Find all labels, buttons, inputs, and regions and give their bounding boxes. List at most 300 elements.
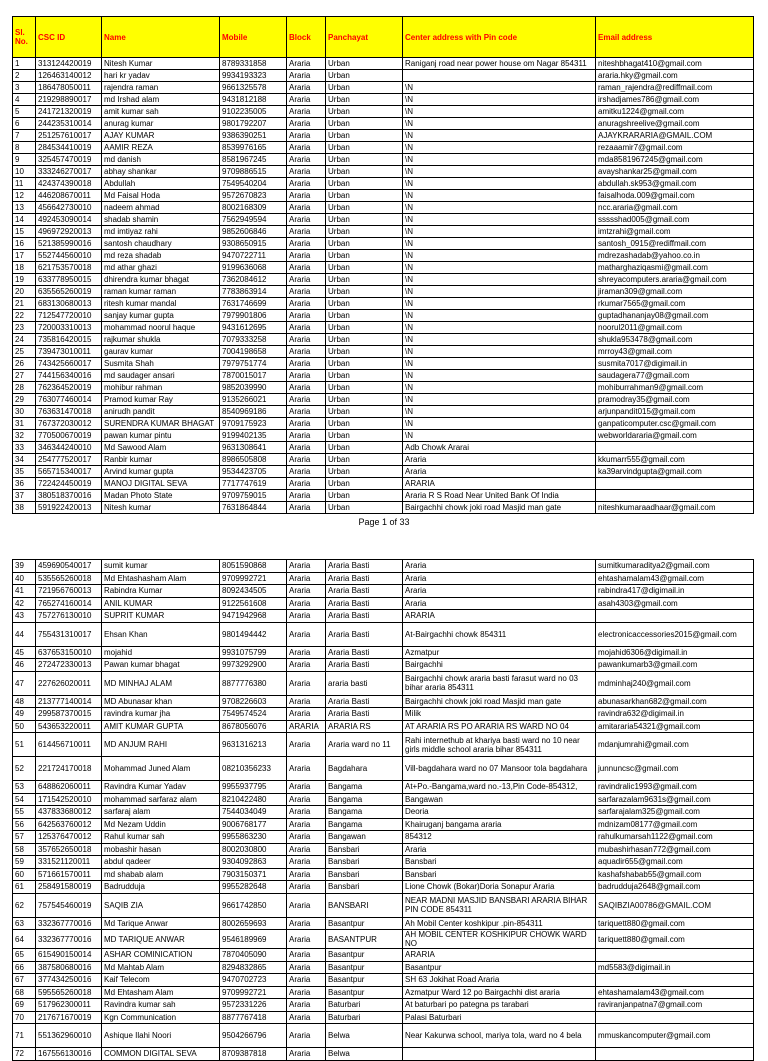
cell-block: Araria bbox=[287, 262, 326, 274]
cell-name: Ravindra Kumar Yadav bbox=[102, 781, 220, 794]
cell-csc-id: 244235310014 bbox=[36, 118, 102, 130]
cell-panchayat: Urban bbox=[326, 466, 403, 478]
cell-mobile: 7783863914 bbox=[220, 286, 287, 298]
cell-name: Abdullah bbox=[102, 178, 220, 190]
cell-panchayat: Urban bbox=[326, 250, 403, 262]
cell-center-address: Rahi internethub at khariya basti ward no 10 near girls middle school araria bihar 854311 bbox=[403, 733, 596, 757]
cell-email: mrroy43@gmail.com bbox=[596, 346, 754, 358]
cell-mobile: 8092434505 bbox=[220, 585, 287, 598]
cell-mobile: 7079333258 bbox=[220, 334, 287, 346]
cell-csc-id: 125376470012 bbox=[36, 831, 102, 844]
cell-mobile: 9431612695 bbox=[220, 322, 287, 334]
cell-mobile: 9931075799 bbox=[220, 646, 287, 659]
cell-panchayat: Urban bbox=[326, 322, 403, 334]
cell-mobile: 9470702723 bbox=[220, 974, 287, 987]
cell-sl-no: 29 bbox=[13, 394, 36, 406]
cell-sl-no: 49 bbox=[13, 708, 36, 721]
table-row bbox=[13, 70, 754, 82]
cell-block: Araria bbox=[287, 322, 326, 334]
cell-panchayat: Araria Basti bbox=[326, 572, 403, 585]
cell-block: Araria bbox=[287, 286, 326, 298]
table-row bbox=[13, 856, 754, 869]
cell-email: mdrezashadab@yahoo.co.in bbox=[596, 250, 754, 262]
cell-block: Araria bbox=[287, 818, 326, 831]
cell-csc-id: 591922420013 bbox=[36, 502, 102, 514]
cell-name: mohammad sarfaraz alam bbox=[102, 793, 220, 806]
cell-center-address: Vill-bagdahara ward no 07 Mansoor tola bagdahara bbox=[403, 757, 596, 781]
cell-name: Susmita Shah bbox=[102, 358, 220, 370]
cell-center-address: Bairgachhi chowk joki road Masjid man gate bbox=[403, 502, 596, 514]
cell-sl-no: 2 bbox=[13, 70, 36, 82]
cell-csc-id: 635565260019 bbox=[36, 286, 102, 298]
cell-center-address: Palasi Baturbari bbox=[403, 1011, 596, 1024]
cell-sl-no: 68 bbox=[13, 986, 36, 999]
cell-email: ganpaticomputer.csc@gmail.com bbox=[596, 418, 754, 430]
cell-email bbox=[596, 949, 754, 962]
cell-block: Araria bbox=[287, 406, 326, 418]
cell-center-address: \N bbox=[403, 334, 596, 346]
cell-csc-id: 357652650018 bbox=[36, 843, 102, 856]
table-row bbox=[13, 106, 754, 118]
cell-csc-id: 621753570018 bbox=[36, 262, 102, 274]
cell-name: SUPRIT KUMAR bbox=[102, 610, 220, 623]
cell-name: abhay shankar bbox=[102, 166, 220, 178]
table-row bbox=[13, 490, 754, 502]
cell-csc-id: 213777140014 bbox=[36, 695, 102, 708]
cell-email: badrudduja2648@gmail.com bbox=[596, 881, 754, 894]
header-panchayat: Panchayat bbox=[326, 17, 403, 58]
cell-mobile: 8002168309 bbox=[220, 202, 287, 214]
cell-center-address: SH 63 Jokihat Road Araria bbox=[403, 974, 596, 987]
cell-panchayat: Urban bbox=[326, 406, 403, 418]
cell-email: rabindra417@digimail.in bbox=[596, 585, 754, 598]
table-row bbox=[13, 178, 754, 190]
cell-block: Araria bbox=[287, 831, 326, 844]
cell-sl-no: 31 bbox=[13, 418, 36, 430]
cell-name: rajendra raman bbox=[102, 82, 220, 94]
cell-block: Araria bbox=[287, 917, 326, 930]
table-row bbox=[13, 917, 754, 930]
cell-csc-id: 762364520019 bbox=[36, 382, 102, 394]
cell-name: MD MINHAJ ALAM bbox=[102, 671, 220, 695]
cell-email: raviranjanpatna7@gmail.com bbox=[596, 999, 754, 1012]
cell-block: Araria bbox=[287, 382, 326, 394]
cell-center-address: Bairgachhi chowk joki road Masjid man gate bbox=[403, 695, 596, 708]
table-row bbox=[13, 142, 754, 154]
cell-sl-no: 1 bbox=[13, 58, 36, 70]
cell-panchayat: Baturbari bbox=[326, 999, 403, 1012]
table-row bbox=[13, 831, 754, 844]
cell-block: Araria bbox=[287, 430, 326, 442]
cell-email: ravindralic1993@gmail.com bbox=[596, 781, 754, 794]
table-row bbox=[13, 370, 754, 382]
cell-mobile: 9534423705 bbox=[220, 466, 287, 478]
cell-panchayat: Basantpur bbox=[326, 961, 403, 974]
table-row bbox=[13, 757, 754, 781]
cell-block: Araria bbox=[287, 250, 326, 262]
table-row bbox=[13, 58, 754, 70]
cell-panchayat: BANSBARI bbox=[326, 893, 403, 917]
cell-email: kkumarr555@gmail.com bbox=[596, 454, 754, 466]
cell-sl-no: 52 bbox=[13, 757, 36, 781]
cell-center-address: ARARIA bbox=[403, 949, 596, 962]
cell-csc-id: 459690540017 bbox=[36, 560, 102, 573]
cell-email: raman_rajendra@rediffmail.com bbox=[596, 82, 754, 94]
cell-sl-no: 57 bbox=[13, 831, 36, 844]
table-row bbox=[13, 238, 754, 250]
cell-csc-id: 767372030012 bbox=[36, 418, 102, 430]
cell-email: abdullah.sk953@gmail.com bbox=[596, 178, 754, 190]
cell-email: araria.hky@gmail.com bbox=[596, 70, 754, 82]
cell-center-address: Khairuganj bangama araria bbox=[403, 818, 596, 831]
cell-mobile: 9955282648 bbox=[220, 881, 287, 894]
cell-csc-id: 763077460014 bbox=[36, 394, 102, 406]
cell-email: guptadhananjay08@gmail.com bbox=[596, 310, 754, 322]
cell-csc-id: 446208670011 bbox=[36, 190, 102, 202]
cell-email: mohiburrahman9@gmail.com bbox=[596, 382, 754, 394]
table-row bbox=[13, 1024, 754, 1048]
cell-block: Araria bbox=[287, 394, 326, 406]
cell-panchayat: Bansbari bbox=[326, 856, 403, 869]
cell-block: Araria bbox=[287, 154, 326, 166]
cell-panchayat: BASANTPUR bbox=[326, 930, 403, 949]
cell-csc-id: 755431310017 bbox=[36, 622, 102, 646]
cell-email: mdminhaj240@gmail.com bbox=[596, 671, 754, 695]
cell-email: kashafshabab55@gmail.com bbox=[596, 868, 754, 881]
cell-sl-no: 59 bbox=[13, 856, 36, 869]
cell-center-address: \N bbox=[403, 82, 596, 94]
cell-mobile: 9801494442 bbox=[220, 622, 287, 646]
cell-csc-id: 763631470018 bbox=[36, 406, 102, 418]
cell-sl-no: 58 bbox=[13, 843, 36, 856]
cell-email: santosh_0915@rediffmail.com bbox=[596, 238, 754, 250]
cell-csc-id: 722424450019 bbox=[36, 478, 102, 490]
cell-email: asah4303@gmail.com bbox=[596, 597, 754, 610]
cell-name: anirudh pandit bbox=[102, 406, 220, 418]
cell-name: md danish bbox=[102, 154, 220, 166]
cell-sl-no: 62 bbox=[13, 893, 36, 917]
table-row bbox=[13, 154, 754, 166]
cell-name: mohibur rahman bbox=[102, 382, 220, 394]
table-row bbox=[13, 720, 754, 733]
table-row bbox=[13, 394, 754, 406]
cell-mobile: 8709387818 bbox=[220, 1048, 287, 1061]
cell-mobile: 8986505808 bbox=[220, 454, 287, 466]
cell-email bbox=[596, 490, 754, 502]
cell-mobile: 9471942968 bbox=[220, 610, 287, 623]
cell-panchayat: Urban bbox=[326, 82, 403, 94]
cell-csc-id: 126463140012 bbox=[36, 70, 102, 82]
cell-mobile: 9934193323 bbox=[220, 70, 287, 82]
cell-email: rezaaamir7@gmail.com bbox=[596, 142, 754, 154]
table-row bbox=[13, 949, 754, 962]
cell-panchayat: Bangama bbox=[326, 806, 403, 819]
cell-email: mdanjumrahi@gmail.com bbox=[596, 733, 754, 757]
cell-block: Araria bbox=[287, 986, 326, 999]
cell-csc-id: 299587370015 bbox=[36, 708, 102, 721]
cell-mobile: 9709175923 bbox=[220, 418, 287, 430]
cell-name: sarfaraj alam bbox=[102, 806, 220, 819]
cell-center-address: Azmatpur Ward 12 po Bairgachhi dist araria bbox=[403, 986, 596, 999]
cell-block: Araria bbox=[287, 646, 326, 659]
cell-block: Araria bbox=[287, 106, 326, 118]
cell-mobile: 9709886515 bbox=[220, 166, 287, 178]
cell-csc-id: 456642730010 bbox=[36, 202, 102, 214]
cell-panchayat: Belwa bbox=[326, 1048, 403, 1061]
cell-center-address: Milik bbox=[403, 708, 596, 721]
cell-sl-no: 50 bbox=[13, 720, 36, 733]
cell-panchayat: Basantpur bbox=[326, 974, 403, 987]
cell-email: anuragshreelive@gmail.com bbox=[596, 118, 754, 130]
cell-mobile: 9631316213 bbox=[220, 733, 287, 757]
table-row bbox=[13, 298, 754, 310]
cell-name: MD TARIQUE ANWAR bbox=[102, 930, 220, 949]
cell-sl-no: 12 bbox=[13, 190, 36, 202]
cell-csc-id: 571661570011 bbox=[36, 868, 102, 881]
cell-panchayat: Urban bbox=[326, 178, 403, 190]
cell-sl-no: 11 bbox=[13, 178, 36, 190]
cell-block: Araria bbox=[287, 1024, 326, 1048]
cell-center-address: \N bbox=[403, 94, 596, 106]
table-row bbox=[13, 1011, 754, 1024]
cell-email: webworldararia@gmail.com bbox=[596, 430, 754, 442]
cell-block: Araria bbox=[287, 478, 326, 490]
header-name: Name bbox=[102, 17, 220, 58]
table-row bbox=[13, 893, 754, 917]
cell-mobile: 7004198658 bbox=[220, 346, 287, 358]
table-row bbox=[13, 881, 754, 894]
cell-mobile: 8877776380 bbox=[220, 671, 287, 695]
cell-block: Araria bbox=[287, 190, 326, 202]
table-row bbox=[13, 843, 754, 856]
cell-name: abdul qadeer bbox=[102, 856, 220, 869]
cell-name: SURENDRA KUMAR BHAGAT bbox=[102, 418, 220, 430]
cell-csc-id: 387580680016 bbox=[36, 961, 102, 974]
cell-mobile: 8678056076 bbox=[220, 720, 287, 733]
cell-csc-id: 721956760013 bbox=[36, 585, 102, 598]
cell-sl-no: 13 bbox=[13, 202, 36, 214]
cell-email: md5583@digimail.in bbox=[596, 961, 754, 974]
cell-csc-id: 565715340017 bbox=[36, 466, 102, 478]
table-row bbox=[13, 466, 754, 478]
cell-csc-id: 683130680013 bbox=[36, 298, 102, 310]
cell-center-address: Araria bbox=[403, 560, 596, 573]
cell-sl-no: 27 bbox=[13, 370, 36, 382]
cell-center-address: \N bbox=[403, 298, 596, 310]
cell-panchayat: Urban bbox=[326, 358, 403, 370]
header-csc-id: CSC ID bbox=[36, 17, 102, 58]
cell-email: jiraman309@gmail.com bbox=[596, 286, 754, 298]
cell-block: Araria bbox=[287, 695, 326, 708]
cell-panchayat: Araria Basti bbox=[326, 622, 403, 646]
cell-panchayat: Baturbari bbox=[326, 1011, 403, 1024]
cell-block: Araria bbox=[287, 999, 326, 1012]
cell-panchayat: Urban bbox=[326, 142, 403, 154]
cell-email: faisalhoda.009@gmail.com bbox=[596, 190, 754, 202]
cell-block: Araria bbox=[287, 733, 326, 757]
table-row bbox=[13, 94, 754, 106]
cell-panchayat: Urban bbox=[326, 154, 403, 166]
cell-panchayat: Urban bbox=[326, 166, 403, 178]
cell-name: rajkumar shukla bbox=[102, 334, 220, 346]
cell-mobile: 8051590868 bbox=[220, 560, 287, 573]
cell-center-address: \N bbox=[403, 250, 596, 262]
cell-mobile: 7562949594 bbox=[220, 214, 287, 226]
cell-name: Ravindra kumar sah bbox=[102, 999, 220, 1012]
cell-sl-no: 61 bbox=[13, 881, 36, 894]
cell-mobile: 9708226603 bbox=[220, 695, 287, 708]
cell-name: Pawan kumar bhagat bbox=[102, 659, 220, 672]
cell-sl-no: 3 bbox=[13, 82, 36, 94]
cell-panchayat: Araria ward no 11 bbox=[326, 733, 403, 757]
cell-email: shukla953478@gmail.com bbox=[596, 334, 754, 346]
cell-name: mobashir hasan bbox=[102, 843, 220, 856]
cell-mobile: 9801792207 bbox=[220, 118, 287, 130]
table-row bbox=[13, 999, 754, 1012]
cell-mobile: 9122561608 bbox=[220, 597, 287, 610]
cell-sl-no: 37 bbox=[13, 490, 36, 502]
cell-sl-no: 32 bbox=[13, 430, 36, 442]
cell-email bbox=[596, 610, 754, 623]
cell-block: Araria bbox=[287, 454, 326, 466]
cell-panchayat: Araria Basti bbox=[326, 610, 403, 623]
cell-block: Araria bbox=[287, 597, 326, 610]
cell-sl-no: 45 bbox=[13, 646, 36, 659]
cell-email: saudagera77@gmail.com bbox=[596, 370, 754, 382]
cell-csc-id: 543653220011 bbox=[36, 720, 102, 733]
cell-name: md shabab alam bbox=[102, 868, 220, 881]
cell-email: sarfarazalam9631s@gmail.com bbox=[596, 793, 754, 806]
cell-block: Araria bbox=[287, 298, 326, 310]
cell-csc-id: 757545460019 bbox=[36, 893, 102, 917]
cell-center-address: Araria bbox=[403, 572, 596, 585]
cell-center-address: \N bbox=[403, 166, 596, 178]
cell-csc-id: 167556130016 bbox=[36, 1048, 102, 1061]
cell-block: Araria bbox=[287, 490, 326, 502]
cell-block: Araria bbox=[287, 202, 326, 214]
cell-block: Araria bbox=[287, 502, 326, 514]
cell-center-address: Basantpur bbox=[403, 961, 596, 974]
cell-email: ehtashamalam43@gmail.com bbox=[596, 986, 754, 999]
cell-name: Md Tarique Anwar bbox=[102, 917, 220, 930]
cell-email bbox=[596, 974, 754, 987]
cell-name: ASHAR COMINICATION bbox=[102, 949, 220, 962]
table-header-row bbox=[13, 17, 754, 58]
cell-name: AJAY KUMAR bbox=[102, 130, 220, 142]
cell-name: Md Ehtashasham Alam bbox=[102, 572, 220, 585]
cell-sl-no: 18 bbox=[13, 262, 36, 274]
cell-block: Araria bbox=[287, 58, 326, 70]
table-row bbox=[13, 118, 754, 130]
cell-email: junnuncsc@gmail.com bbox=[596, 757, 754, 781]
cell-csc-id: 637653150010 bbox=[36, 646, 102, 659]
cell-csc-id: 313124420019 bbox=[36, 58, 102, 70]
cell-panchayat: Urban bbox=[326, 442, 403, 454]
cell-sl-no: 47 bbox=[13, 671, 36, 695]
cell-block: Araria bbox=[287, 622, 326, 646]
cell-block: Araria bbox=[287, 130, 326, 142]
cell-email bbox=[596, 478, 754, 490]
cell-center-address: \N bbox=[403, 346, 596, 358]
cell-panchayat: Urban bbox=[326, 346, 403, 358]
cell-sl-no: 10 bbox=[13, 166, 36, 178]
table-row bbox=[13, 334, 754, 346]
cell-block: Araria bbox=[287, 671, 326, 695]
cell-block: Araria bbox=[287, 560, 326, 573]
cell-center-address: Lione Chowk (Bokar)Doria Sonapur Araria bbox=[403, 881, 596, 894]
cell-panchayat: Urban bbox=[326, 454, 403, 466]
cell-name: md athar ghazi bbox=[102, 262, 220, 274]
cell-mobile: 9852039990 bbox=[220, 382, 287, 394]
cell-panchayat: Basantpur bbox=[326, 917, 403, 930]
cell-sl-no: 64 bbox=[13, 930, 36, 949]
cell-panchayat: Urban bbox=[326, 310, 403, 322]
cell-name: mojahid bbox=[102, 646, 220, 659]
table-row bbox=[13, 695, 754, 708]
cell-sl-no: 38 bbox=[13, 502, 36, 514]
cell-sl-no: 4 bbox=[13, 94, 36, 106]
cell-block: Araria bbox=[287, 442, 326, 454]
cell-mobile: 8539976165 bbox=[220, 142, 287, 154]
cell-name: Md Faisal Hoda bbox=[102, 190, 220, 202]
cell-mobile: 9661325578 bbox=[220, 82, 287, 94]
cell-sl-no: 56 bbox=[13, 818, 36, 831]
cell-center-address: \N bbox=[403, 142, 596, 154]
table-row bbox=[13, 406, 754, 418]
cell-panchayat: Urban bbox=[326, 430, 403, 442]
cell-email: mmuskancomputer@gmail.com bbox=[596, 1024, 754, 1048]
table-row bbox=[13, 478, 754, 490]
cell-block: Araria bbox=[287, 142, 326, 154]
table-row bbox=[13, 793, 754, 806]
cell-center-address: Bangawan bbox=[403, 793, 596, 806]
cell-name: Ehsan Khan bbox=[102, 622, 220, 646]
cell-center-address: Ah Mobil Center koshkipur .pin-854311 bbox=[403, 917, 596, 930]
cell-email: mubashirhasan772@gmail.com bbox=[596, 843, 754, 856]
cell-sl-no: 16 bbox=[13, 238, 36, 250]
table-body-page-1 bbox=[13, 58, 754, 514]
cell-name: Md Nezam Uddin bbox=[102, 818, 220, 831]
cell-sl-no: 6 bbox=[13, 118, 36, 130]
cell-center-address: Deoria bbox=[403, 806, 596, 819]
cell-email: amitararia54321@gmail.com bbox=[596, 720, 754, 733]
table-row bbox=[13, 382, 754, 394]
cell-sl-no: 33 bbox=[13, 442, 36, 454]
cell-panchayat: Bangawan bbox=[326, 831, 403, 844]
cell-panchayat: Urban bbox=[326, 118, 403, 130]
cell-block: Araria bbox=[287, 238, 326, 250]
cell-sl-no: 17 bbox=[13, 250, 36, 262]
cell-mobile: 8002659693 bbox=[220, 917, 287, 930]
cell-block: Araria bbox=[287, 1048, 326, 1061]
page-footer: Page 1 of 33 bbox=[358, 517, 410, 527]
cell-block: Araria bbox=[287, 930, 326, 949]
cell-name: AAMIR REZA bbox=[102, 142, 220, 154]
table-row bbox=[13, 986, 754, 999]
cell-mobile: 9572670823 bbox=[220, 190, 287, 202]
cell-name: sanjay kumar gupta bbox=[102, 310, 220, 322]
cell-name: anurag kumar bbox=[102, 118, 220, 130]
cell-sl-no: 53 bbox=[13, 781, 36, 794]
cell-panchayat: Urban bbox=[326, 106, 403, 118]
cell-email: electronicaccessories2015@gmail.com bbox=[596, 622, 754, 646]
table-row bbox=[13, 930, 754, 949]
cell-email bbox=[596, 1048, 754, 1061]
cell-mobile: 7631864844 bbox=[220, 502, 287, 514]
cell-sl-no: 30 bbox=[13, 406, 36, 418]
cell-block: Araria bbox=[287, 781, 326, 794]
cell-csc-id: 615490150014 bbox=[36, 949, 102, 962]
